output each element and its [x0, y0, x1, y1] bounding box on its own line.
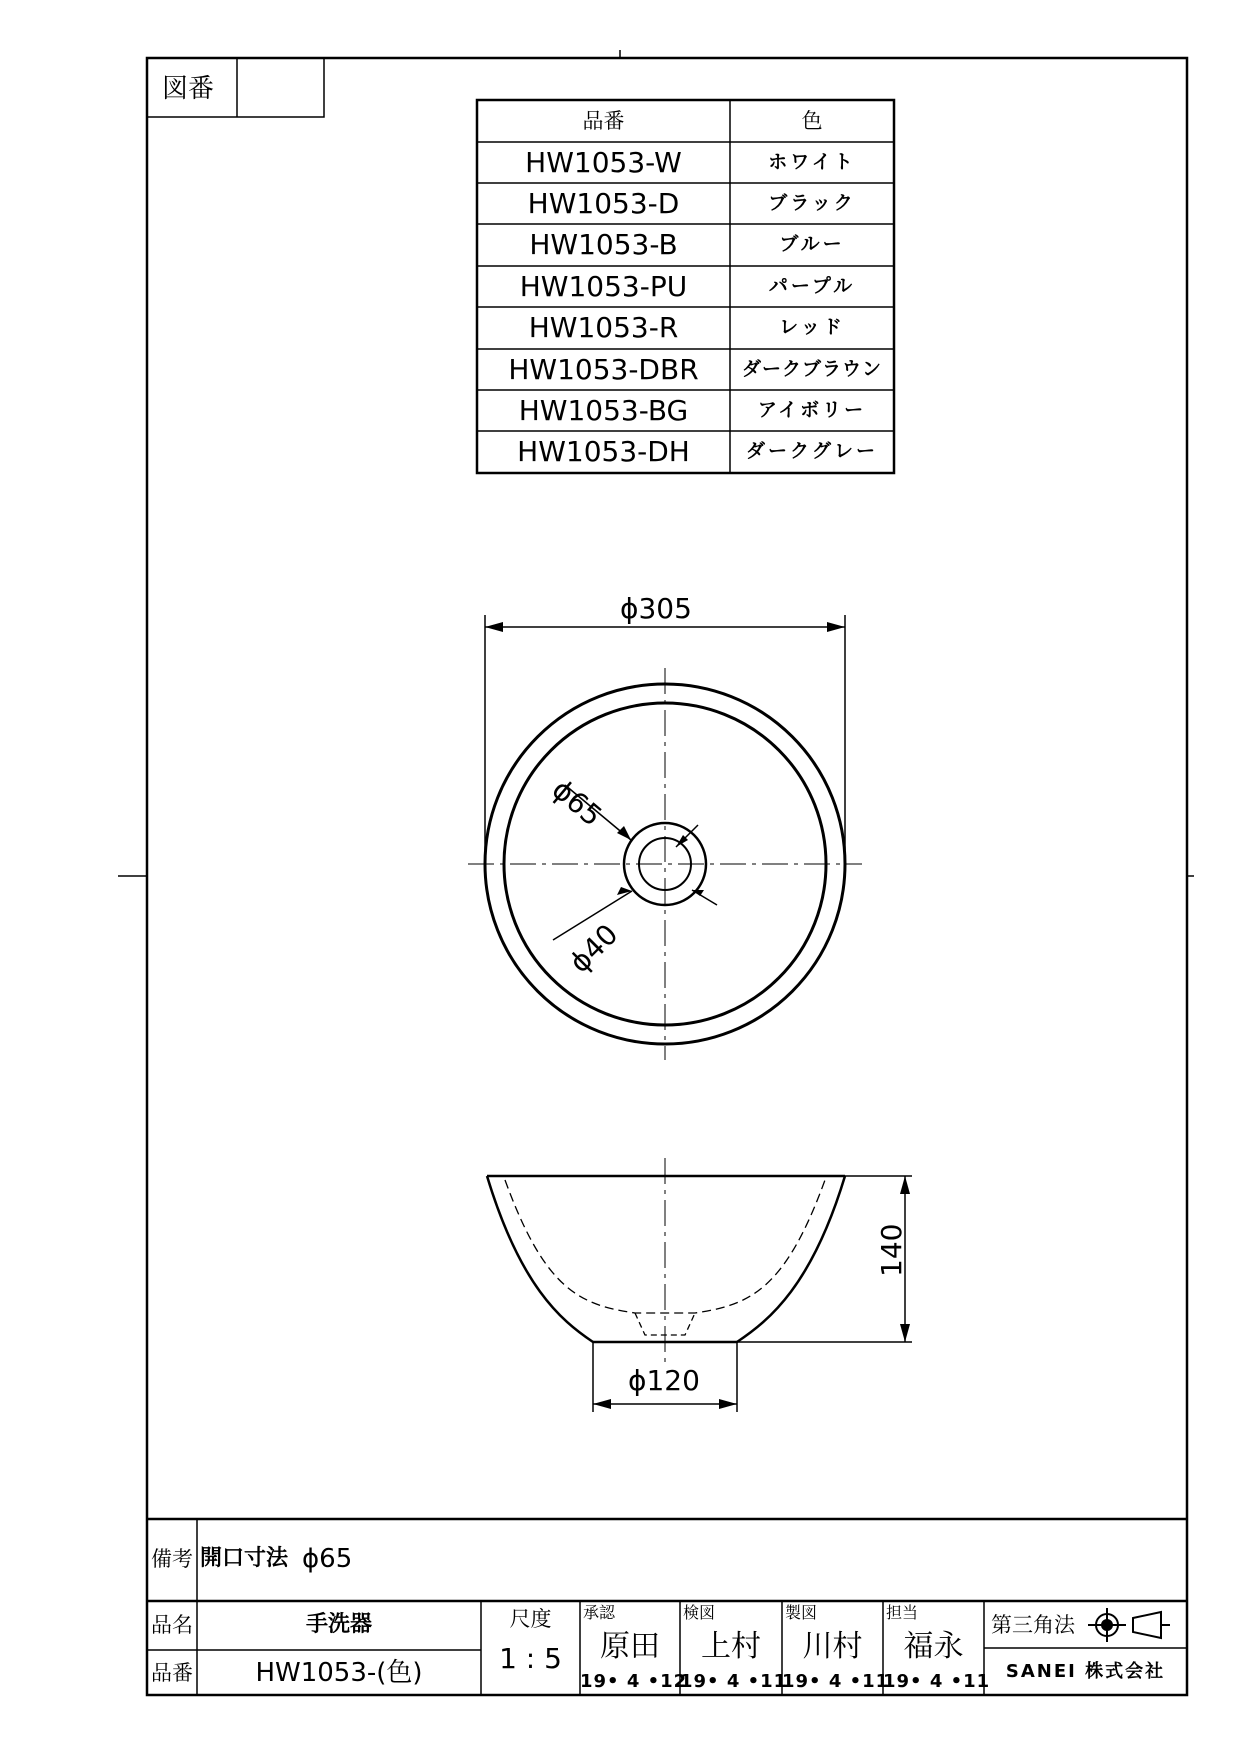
approval-date: 19• 4 •11: [782, 1671, 890, 1692]
product-number-label: 品番: [151, 1661, 193, 1685]
approval-name: 上村: [701, 1629, 761, 1664]
approval-role: 承認: [583, 1603, 616, 1622]
scale-label: 尺度: [509, 1607, 552, 1631]
approval-name: 原田: [600, 1629, 660, 1664]
model-cell: HW1053-R: [528, 311, 679, 344]
model-cell: HW1053-DH: [517, 435, 690, 468]
approval-role: 製図: [785, 1603, 818, 1622]
model-cell: HW1053-DBR: [508, 353, 699, 386]
col-header-color: 色: [801, 109, 823, 133]
scale-value: 1 : 5: [499, 1642, 562, 1675]
approval-name: 川村: [802, 1629, 863, 1664]
model-cell: HW1053-PU: [519, 270, 688, 303]
product-name-value: 手洗器: [305, 1612, 372, 1637]
drawing-number-label: 図番: [162, 74, 215, 104]
dim-height: 140: [875, 1223, 908, 1277]
model-cell: HW1053-BG: [518, 394, 689, 427]
approval-date: 19• 4 •12: [580, 1671, 688, 1692]
product-name-label: 品名: [151, 1613, 193, 1637]
model-cell: HW1053-W: [525, 146, 682, 179]
projection-symbol-icon: [1088, 1608, 1170, 1642]
color-cell: ブルー: [779, 233, 845, 255]
dim-base-diameter: ϕ120: [628, 1364, 700, 1397]
product-number-value: HW1053-(色): [255, 1658, 423, 1688]
color-cell: ホワイト: [768, 151, 856, 173]
approval-date: 19• 4 •11: [680, 1671, 788, 1692]
projection-label: 第三角法: [991, 1613, 1075, 1637]
border-frame: [147, 58, 1187, 1695]
approval-role: 担当: [886, 1603, 919, 1622]
col-header-model: 品番: [582, 109, 625, 133]
approval-name: 福永: [903, 1629, 964, 1664]
model-cell: HW1053-B: [529, 228, 678, 261]
plan-view: [468, 668, 862, 1060]
dim-drain-diameter: ϕ40: [562, 917, 625, 980]
dim-outer-diameter: ϕ305: [620, 592, 692, 625]
dim-hole-diameter: ϕ65: [545, 772, 609, 833]
notes-text: 開口寸法: [200, 1546, 289, 1571]
approval-date: 19• 4 •11: [883, 1671, 991, 1692]
notes-label: 備考: [151, 1547, 193, 1571]
color-cell: アイボリー: [757, 399, 867, 421]
approval-role: 検図: [683, 1603, 716, 1622]
notes-value: ϕ65: [302, 1544, 353, 1574]
color-cell: ブラック: [768, 192, 856, 214]
color-cell: レッド: [779, 316, 845, 338]
model-cell: HW1053-D: [527, 187, 680, 220]
color-cell: パープル: [768, 275, 856, 297]
company-name: SANEI 株式会社: [1005, 1661, 1166, 1682]
color-cell: ダークグレー: [745, 440, 878, 462]
color-cell: ダークブラウン: [741, 358, 882, 380]
